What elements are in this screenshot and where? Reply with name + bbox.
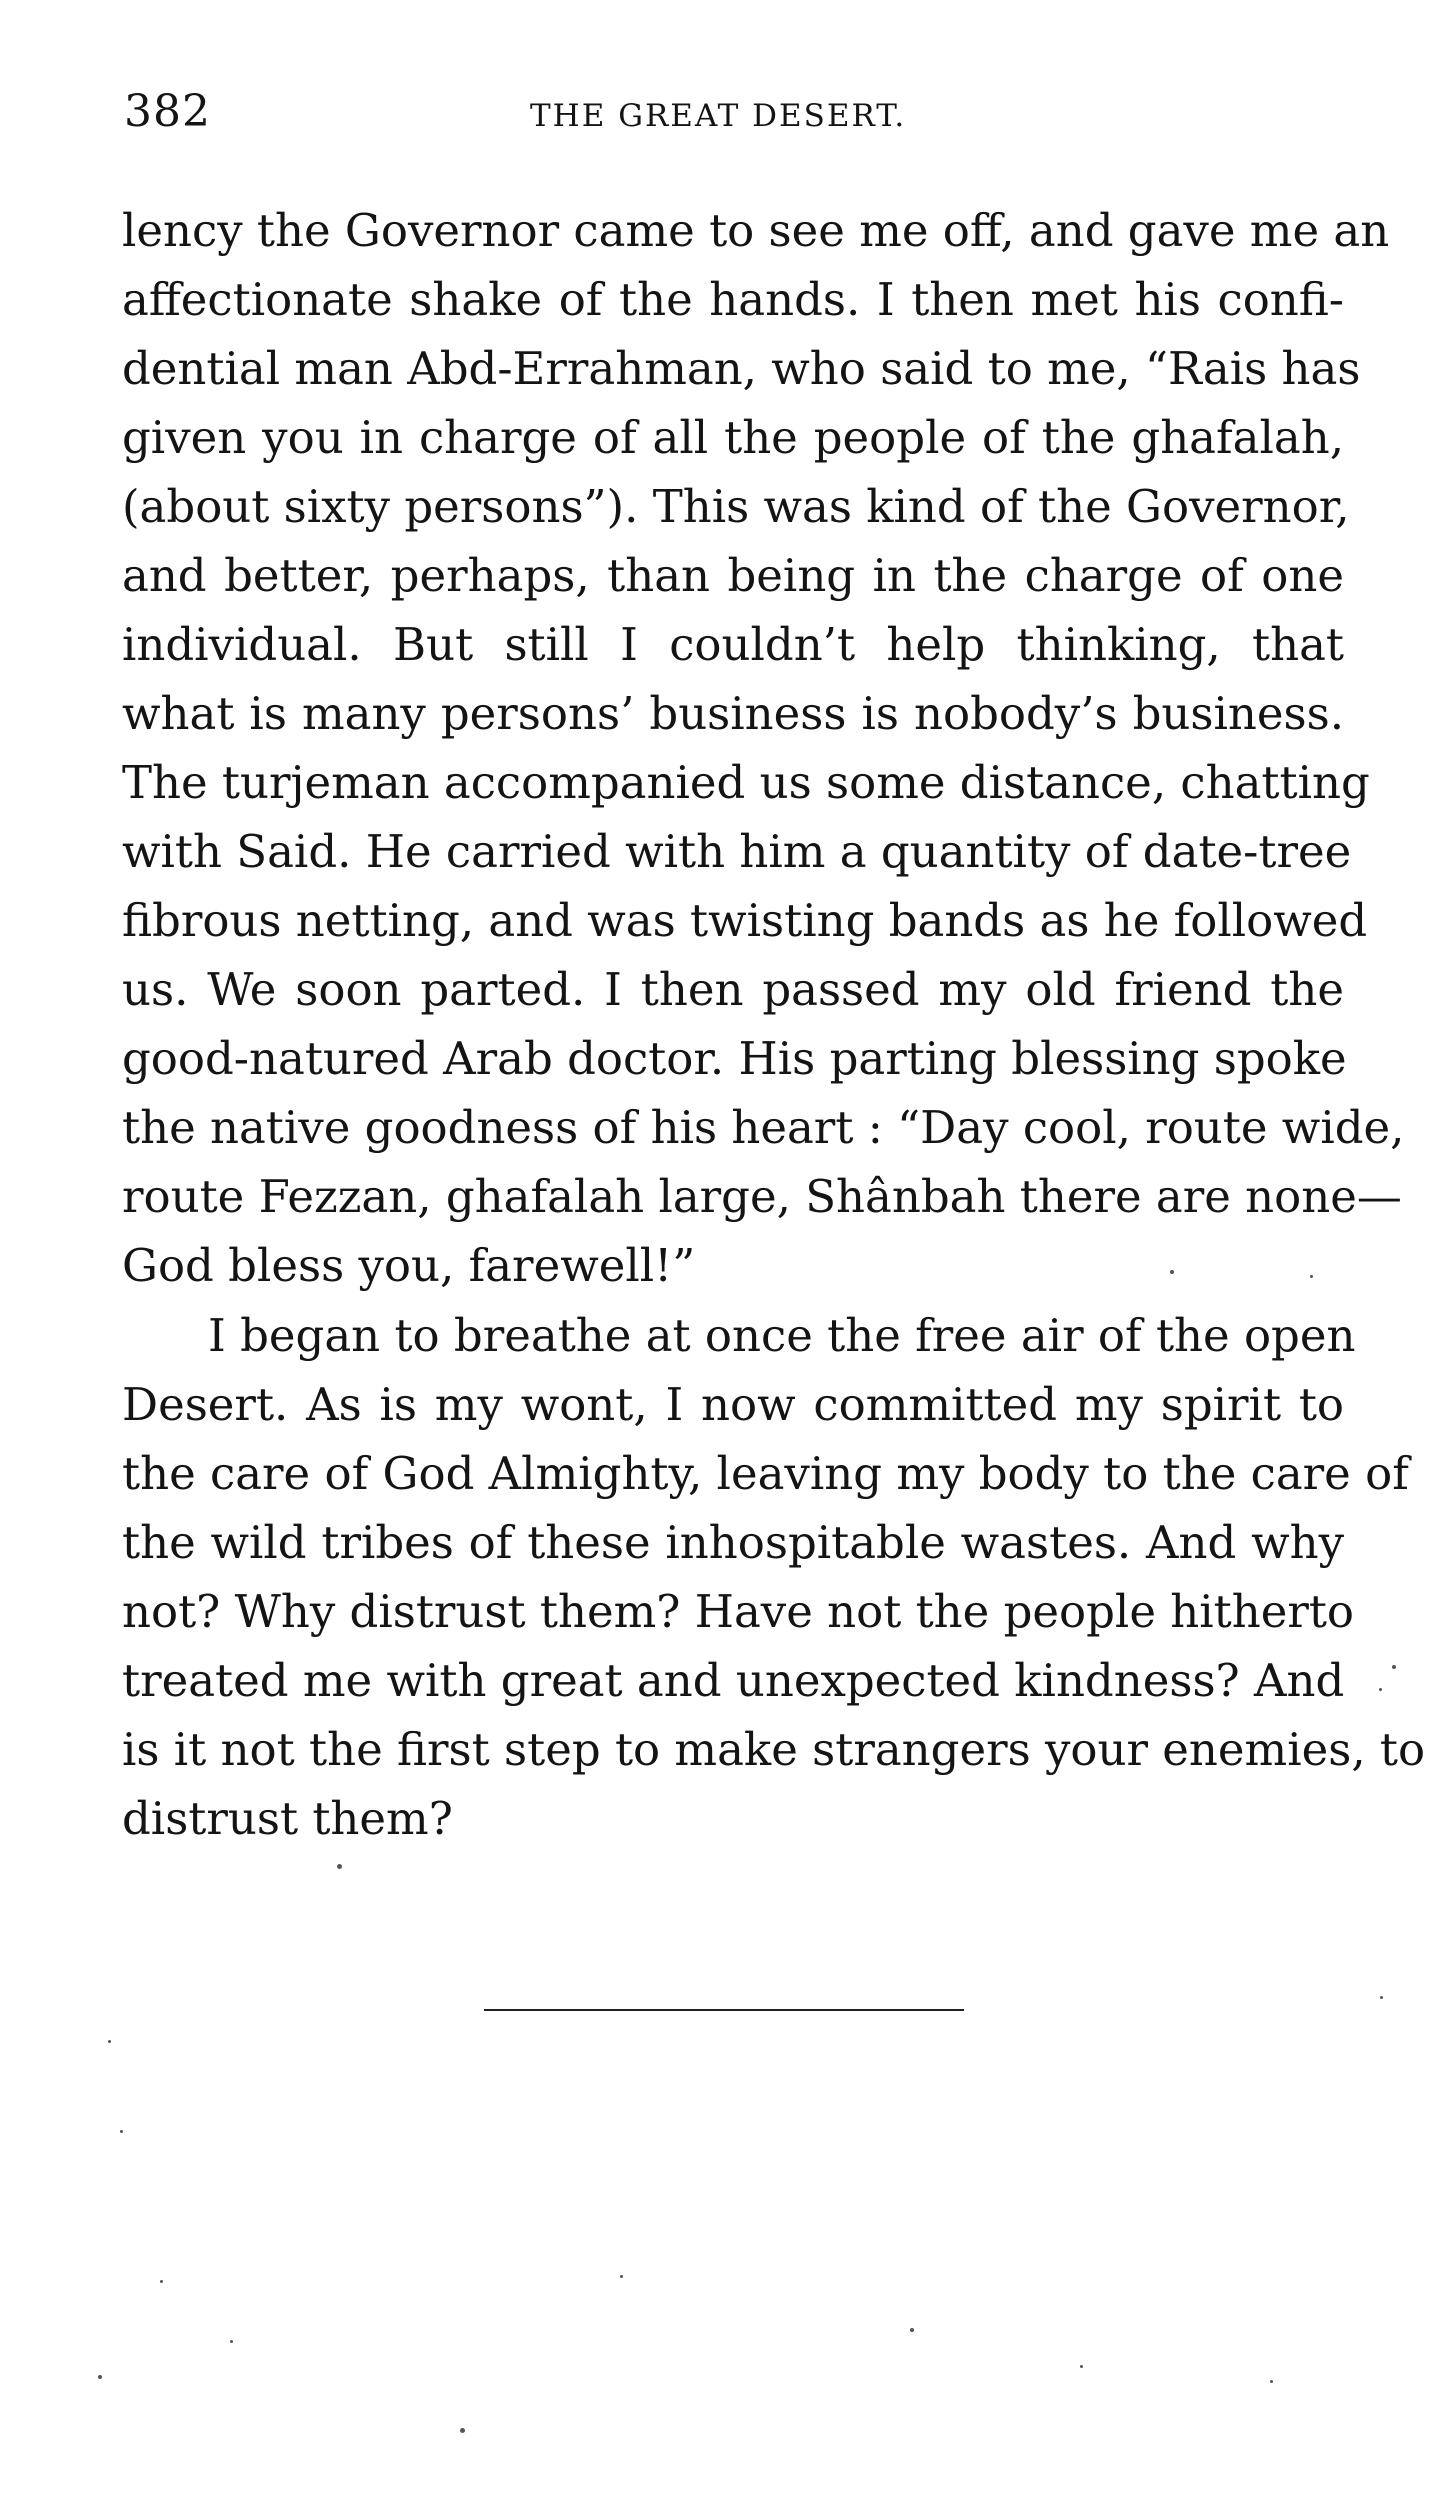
text-line: good-natured Arab doctor. His parting blessing spoke [122, 1032, 1347, 1085]
scan-speck [1379, 1688, 1382, 1691]
scan-speck [1392, 1665, 1396, 1669]
text-line: I began to breathe at once the free air of the open [208, 1309, 1356, 1362]
end-rule [484, 2009, 964, 2011]
scan-speck [620, 2275, 623, 2278]
running-head: THE GREAT DESERT. [530, 98, 907, 134]
text-line: treated me with great and unexpected kindness? And [122, 1654, 1345, 1707]
text-line: The turjeman accompanied us some distance, chatting [122, 756, 1370, 809]
paragraph-2 [122, 1301, 1426, 1853]
text-line: the care of God Almighty, leaving my body to the care of [122, 1447, 1409, 1500]
text-line: (about sixty persons”). This was kind of the Governor, [122, 480, 1350, 533]
scan-speck [337, 1864, 342, 1869]
body-text [122, 196, 1426, 1853]
scan-speck [120, 2130, 123, 2133]
scan-speck [160, 2280, 163, 2283]
text-line: route Fezzan, ghafalah large, Shânbah there are none— [122, 1170, 1402, 1223]
text-line: affectionate shake of the hands. I then met his confi- [122, 273, 1344, 326]
scan-speck [1270, 2380, 1273, 2383]
text-line: not? Why distrust them? Have not the people hitherto [122, 1585, 1355, 1638]
text-line: given you in charge of all the people of the ghafalah, [122, 411, 1344, 464]
text-line: and better, perhaps, than being in the charge of one [122, 549, 1344, 602]
text-line: distrust them? [122, 1792, 453, 1845]
text-line: the native goodness of his heart : “Day cool, route wide, [122, 1101, 1405, 1154]
text-line: Desert. As is my wont, I now committed my spirit to [122, 1378, 1344, 1431]
scan-speck [1080, 2365, 1083, 2368]
page-number: 382 [124, 86, 211, 137]
scan-speck [910, 2328, 914, 2332]
paragraph-1 [122, 196, 1405, 1300]
scan-speck [98, 2375, 102, 2379]
scan-speck [1170, 1270, 1174, 1274]
text-line: the wild tribes of these inhospitable wastes. And why [122, 1516, 1344, 1569]
scan-speck [1380, 1996, 1383, 1999]
text-line: God bless you, farewell!” [122, 1239, 696, 1292]
text-line: us. We soon parted. I then passed my old friend the [122, 963, 1344, 1016]
text-line: dential man Abd-Errahman, who said to me, “Rais has [122, 342, 1361, 395]
scan-speck [108, 2040, 111, 2043]
text-line: what is many persons’ business is nobody’s business. [122, 687, 1344, 740]
text-line: is it not the first step to make strangers your enemies, to [122, 1723, 1426, 1776]
text-line: with Said. He carried with him a quantity of date-tree [122, 825, 1352, 878]
text-line: individual. But still I couldn’t help thinking, that [122, 618, 1344, 671]
scan-speck [230, 2340, 233, 2343]
scan-speck [460, 2428, 465, 2433]
text-line: fibrous netting, and was twisting bands as he followed [122, 894, 1368, 947]
text-line: lency the Governor came to see me off, and gave me an [122, 204, 1390, 257]
scan-speck [1310, 1275, 1313, 1278]
